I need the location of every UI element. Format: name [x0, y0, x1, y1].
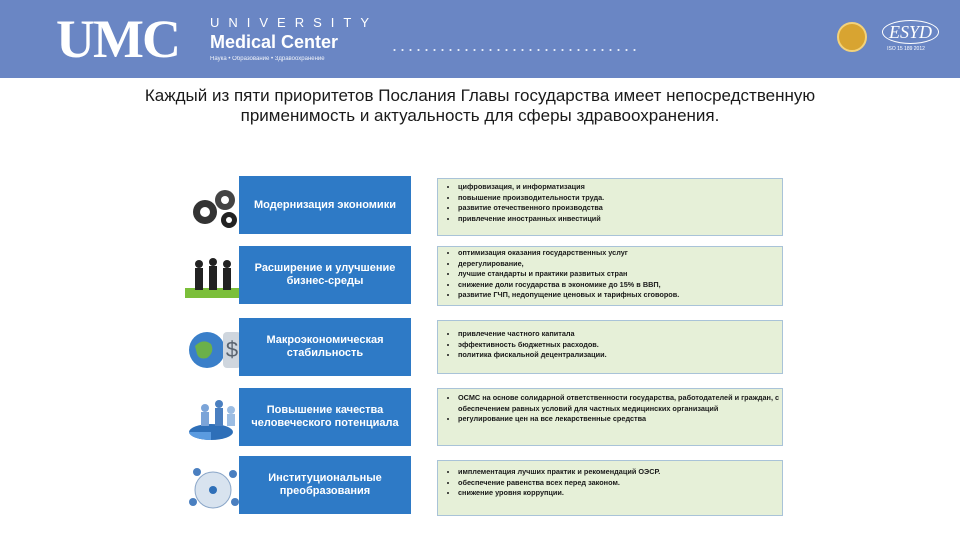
gears-icon	[185, 182, 245, 232]
logo-tagline: Наука • Образование • Здравоохранение	[210, 55, 325, 62]
priority-row	[185, 318, 785, 378]
bullet-item: • развитие ГЧП, недопущение ценовых и тарифных сговоров.	[458, 290, 782, 301]
logo-medical-center-text: Medical Center	[210, 32, 339, 52]
bullet-item: • дерегулирование,	[458, 259, 782, 270]
network-globe-icon	[185, 462, 245, 512]
priority-row	[185, 388, 785, 448]
bullet-item: • снижение уровня коррупции.	[458, 488, 782, 499]
svg-text:$: $	[225, 337, 239, 362]
bullet-item: • эффективность бюджетных расходов.	[458, 340, 782, 351]
bullet-item: • регулирование цен на все лекарственные средства	[458, 414, 782, 425]
bullet-item: • цифровизация, и информатизация	[458, 182, 782, 193]
priority-label: Модернизация экономики	[239, 176, 411, 234]
esyd-logo	[882, 20, 933, 56]
umc-logo	[56, 10, 179, 68]
priority-label: Институциональные преобразования	[239, 456, 411, 514]
people-chart-icon	[185, 394, 245, 444]
bullet-box	[437, 246, 783, 306]
bullet-item: • обеспечение равенства всех перед законом.	[458, 478, 782, 489]
priority-label: Расширение и улучшение бизнес-среды	[239, 246, 411, 304]
header-banner	[0, 0, 960, 78]
business-people-icon	[185, 252, 245, 302]
header-dots: ...............................	[392, 35, 641, 55]
slide-title: Каждый из пяти приоритетов Послания Главы государства имеет непосредственную применимость и актуальность для сферы здравоохранения.	[144, 86, 816, 125]
priority-label: Макроэкономическая стабильность	[239, 318, 411, 376]
bullet-item: • снижение доли государства в экономике до 15% в ВВП,	[458, 280, 782, 291]
priority-row	[185, 246, 785, 306]
priority-row	[185, 176, 785, 236]
esyd-logo-text: ESYD	[882, 20, 939, 44]
bullet-item: • ОСМС на основе солидарной ответственности государства, работодателей и граждан, с обеспечением равных условий для частных медицинских организаций	[458, 393, 782, 414]
globe-dollar-icon	[185, 324, 245, 374]
bullet-item: • лучшие стандарты и практики развитых стран	[458, 269, 782, 280]
bullet-item: • привлечение иностранных инвестиций	[458, 214, 782, 225]
logo-university-text: UNIVERSITY	[210, 15, 379, 30]
bullet-item: • оптимизация оказания государственных услуг	[458, 248, 782, 259]
bullet-item: • политика фискальной децентрализации.	[458, 350, 782, 361]
bullet-item: • развитие отечественного производства	[458, 203, 782, 214]
logo-wordmark	[210, 16, 378, 62]
gold-seal-icon	[837, 22, 867, 52]
logo-umc-text: UMC	[56, 9, 179, 69]
bullet-item: • имплементация лучших практик и рекомендаций ОЭСР.	[458, 467, 782, 478]
esyd-logo-caption: ISO 15 189 2012	[887, 46, 925, 52]
bullet-box	[437, 178, 783, 236]
bullet-item: • повышение производительности труда.	[458, 193, 782, 204]
bullet-box	[437, 388, 783, 446]
bullet-box	[437, 460, 783, 516]
bullet-box	[437, 320, 783, 374]
priority-row	[185, 456, 785, 516]
bullet-item: • привлечение частного капитала	[458, 329, 782, 340]
priority-label: Повышение качества человеческого потенциала	[239, 388, 411, 446]
